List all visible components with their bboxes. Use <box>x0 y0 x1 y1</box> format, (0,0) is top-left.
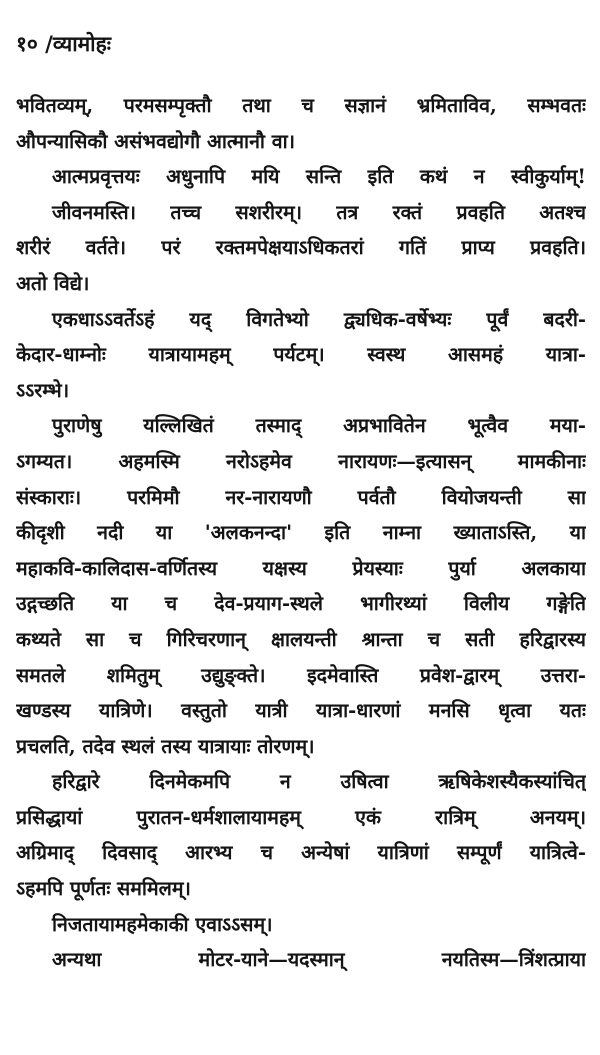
running-header <box>16 30 586 58</box>
text-line: अतो विद्ये। <box>16 271 90 295</box>
text-line: ऽगम्यत। अहमस्मि नरोऽहमेव नारायणः—इत्यासन् मामकीनाः <box>16 449 586 473</box>
text-line: प्रचलति, तदेव स्थलं तस्य यात्रायाः तोरणम्। <box>16 734 315 758</box>
text-line: हरिद्वारे दिनमेकमपि न उषित्वा ऋषिकेशस्यैकस्यांचित् <box>52 770 586 794</box>
text-line: पुराणेषु यल्लिखितं तस्माद् अप्रभावितेन भूत्वैव मया- <box>52 414 586 438</box>
text-line: ऽहमपि पूर्णतः सममिलम्। <box>16 877 191 901</box>
text-line: अग्रिमाद् दिवसाद् आरभ्य च अन्येषां यात्रिणां सम्पूर्णं यात्रित्वे- <box>16 841 586 865</box>
text-line: महाकवि-कालिदास-वर्णितस्य यक्षस्य प्रेयस्याः पुर्या अलकाया <box>16 556 586 580</box>
header-separator: / <box>45 31 53 56</box>
text-line: केदार-धाम्नोः यात्रायामहम् पर्यटम्। स्वस्थ आसमहं यात्रा- <box>16 343 586 367</box>
text-line: अन्यथा मोटर-याने—यदस्मान् नयतिस्म—त्रिंशत्प्राया <box>52 948 586 972</box>
text-line: शरीरं वर्तते। परं रक्तमपेक्षयाऽधिकतरां गतिं प्राप्य प्रवहति। <box>16 236 586 260</box>
text-line: आत्मप्रवृत्तयः अधुनापि मयि सन्ति इति कथं न स्वीकुर्याम्! <box>52 165 586 189</box>
text-line: जीवनमस्ति। तच्च सशरीरम्। तत्र रक्तं प्रवहति अतश्च <box>52 200 586 224</box>
text-line: एकधाऽऽवर्तेऽहं यद् विगतेभ्यो द्व्यधिक-वर्षेभ्यः पूर्वं बदरी- <box>52 307 586 331</box>
text-line: संस्काराः। परमिमौ नर-नारायणौ पर्वतौ वियोजयन्ती सा <box>16 485 586 509</box>
text-line: निजतायामहमेकाकी एवाऽऽसम्। <box>52 912 273 936</box>
text-line: औपन्यासिकौ असंभवद्योगौ आत्मानौ वा। <box>16 129 296 153</box>
text-line: कथ्यते सा च गिरिचरणान् क्षालयन्ती श्रान्ता च सती हरिद्वारस्य <box>16 627 586 651</box>
text-line: खण्डस्य यात्रिणे। वस्तुतो यात्री यात्रा-धारणां मनसि धृत्वा यतः <box>16 699 586 723</box>
body-text <box>16 88 586 978</box>
page-number: १० <box>16 31 38 56</box>
text-line: प्रसिद्धायां पुरातन-धर्मशालायामहम् एकं रात्रिम् अनयम्। <box>16 805 586 829</box>
text-line: भवितव्यम्, परमसम्पृक्तौ तथा च सज्ञानं भ्रमिताविव, सम्भवतः <box>16 94 586 117</box>
book-title: व्यामोहः <box>52 31 112 56</box>
text-line: ऽऽरम्भे। <box>16 378 70 402</box>
text-line: समतले शमितुम् उद्युङ्क्ते। इदमेवास्ति प्रवेश-द्वारम् उत्तरा- <box>16 663 586 687</box>
text-line: उद्गच्छति या च देव-प्रयाग-स्थले भागीरथ्यां विलीय गङ्गेति <box>16 592 586 616</box>
text-line: कीदृशी नदी या 'अलकनन्दा' इति नाम्ना ख्याताऽस्ति, या <box>16 521 586 545</box>
